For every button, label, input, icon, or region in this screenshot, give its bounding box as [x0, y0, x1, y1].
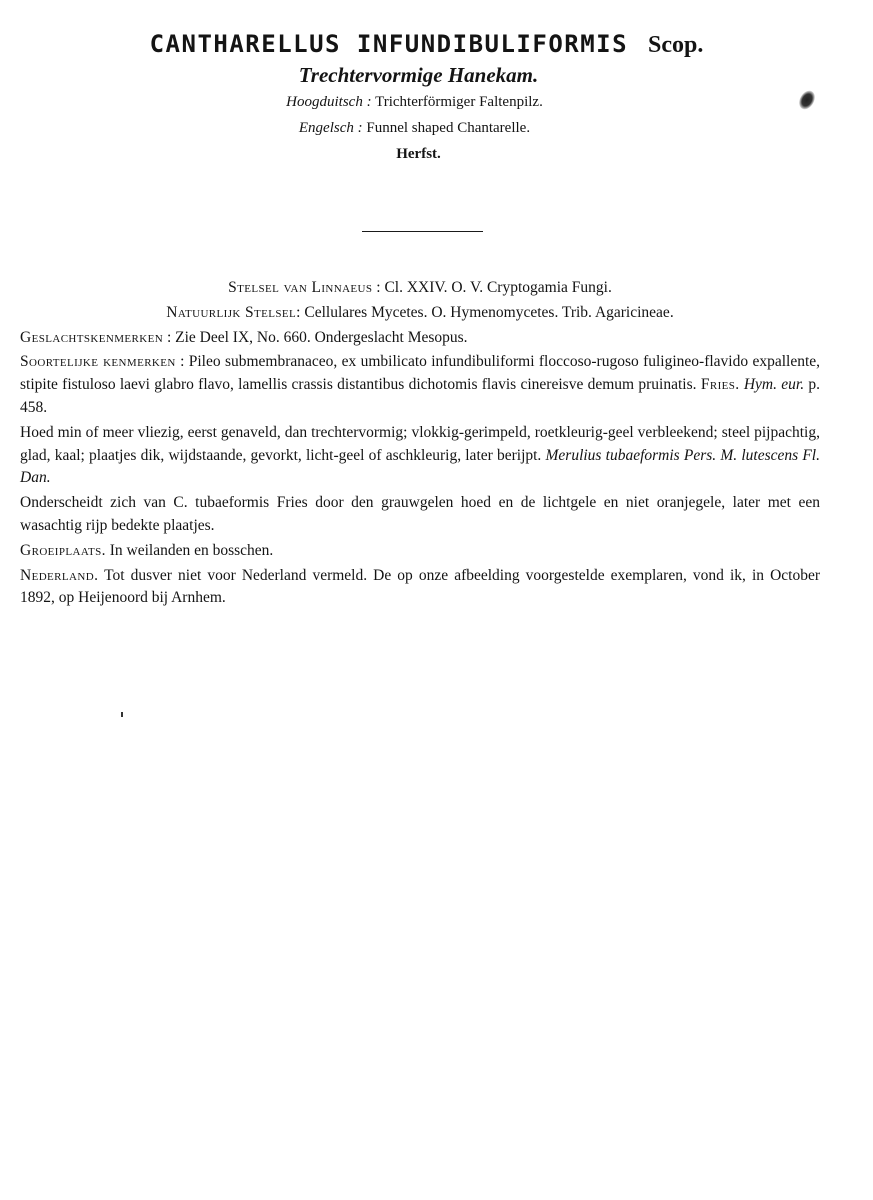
body-text — [20, 277, 820, 612]
genus-sep: : — [163, 328, 176, 346]
species-label: Soortelijke kenmerken — [20, 353, 176, 371]
dutch-name: Trechtervormige Hanekam. — [298, 63, 539, 87]
author-abbreviation: Scop. — [648, 32, 704, 58]
species-characteristics — [20, 351, 820, 419]
species-title — [0, 28, 863, 61]
habitat-text: In weilanden en bosschen. — [109, 541, 274, 559]
reference-work: Hym. eur. — [743, 376, 805, 394]
species-sep: : — [175, 353, 189, 371]
english-name: Funnel shaped Chantarelle. — [366, 120, 531, 136]
scientific-name: CANTHARELLUS INFUNDIBULIFORMIS — [149, 30, 629, 58]
linnaeus-text: Cl. XXIV. O. V. Cryptogamia Fungi. — [384, 279, 612, 296]
habitat — [20, 540, 820, 563]
distinction-text: Onderscheidt zich van C. tubaeformis Fries door den grauwgelen hoed en de lichtgele en niet oranjegele, later met een wasachtig rijp bedekte plaatjes. — [20, 494, 820, 534]
ink-speck — [121, 712, 123, 717]
distinction — [20, 492, 820, 538]
genus-text: Zie Deel IX, No. 660. Ondergeslacht Mesopus. — [175, 328, 468, 346]
natural-label: Natuurlijk Stelsel — [166, 303, 297, 321]
header — [0, 28, 873, 167]
netherlands-text: Tot dusver niet voor Nederland vermeld. De op onze afbeelding voorgestelde exemplaren, vond ik, in October 1892, op Heijenoord bij Arnhem. — [20, 566, 820, 607]
english-label: Engelsch : — [298, 120, 363, 136]
genus-characteristics — [20, 327, 820, 350]
habitat-label: Groeiplaats. — [20, 541, 106, 559]
natural-text: Cellulares Mycetes. O. Hymenomycetes. Trib. Agaricineae. — [304, 303, 674, 321]
netherlands — [20, 565, 820, 611]
german-label: Hoogduitsch : — [286, 94, 372, 110]
linnaeus-label: Stelsel van Linnaeus — [228, 279, 373, 296]
season: Herfst. — [396, 146, 441, 162]
reference-author: Fries. — [700, 376, 740, 394]
species-text: Pileo submembranaceo, ex umbilicato infundibuliformi floccoso-rugoso fuligineo-flavido expallente, stipite fistuloso laevi glabro flavo, lamellis crassis distantibus dichotomis flavis cinereisve demum pruinatis. — [20, 353, 821, 394]
description-text: Hoed min of meer vliezig, eerst genaveld, dan trechtervormig; vlokkig-gerimpeld, roetkleurig-geel verbleekend; steel pijpachtig, glad, kaal; plaatjes dik, wijdstaande, gevorkt, licht-geel of aschkleurig, later berijpt. — [20, 423, 820, 464]
natural-system — [20, 302, 820, 325]
reference-page: p. 458. — [20, 376, 821, 416]
natural-sep: : — [296, 303, 305, 321]
linnaeus-sep: : — [372, 279, 385, 296]
genus-label: Geslachtskenmerken — [20, 328, 164, 346]
synonyms: Merulius tubaeformis Pers. M. lutescens Fl. Dan. — [20, 446, 820, 487]
netherlands-label: Nederland. — [20, 566, 99, 584]
german-name: Trichterförmiger Faltenpilz. — [375, 94, 543, 110]
english-name-line — [0, 115, 851, 141]
divider-rule — [362, 231, 483, 232]
linnaeus-system — [20, 277, 820, 300]
description — [20, 422, 820, 490]
german-name-line — [0, 89, 851, 115]
